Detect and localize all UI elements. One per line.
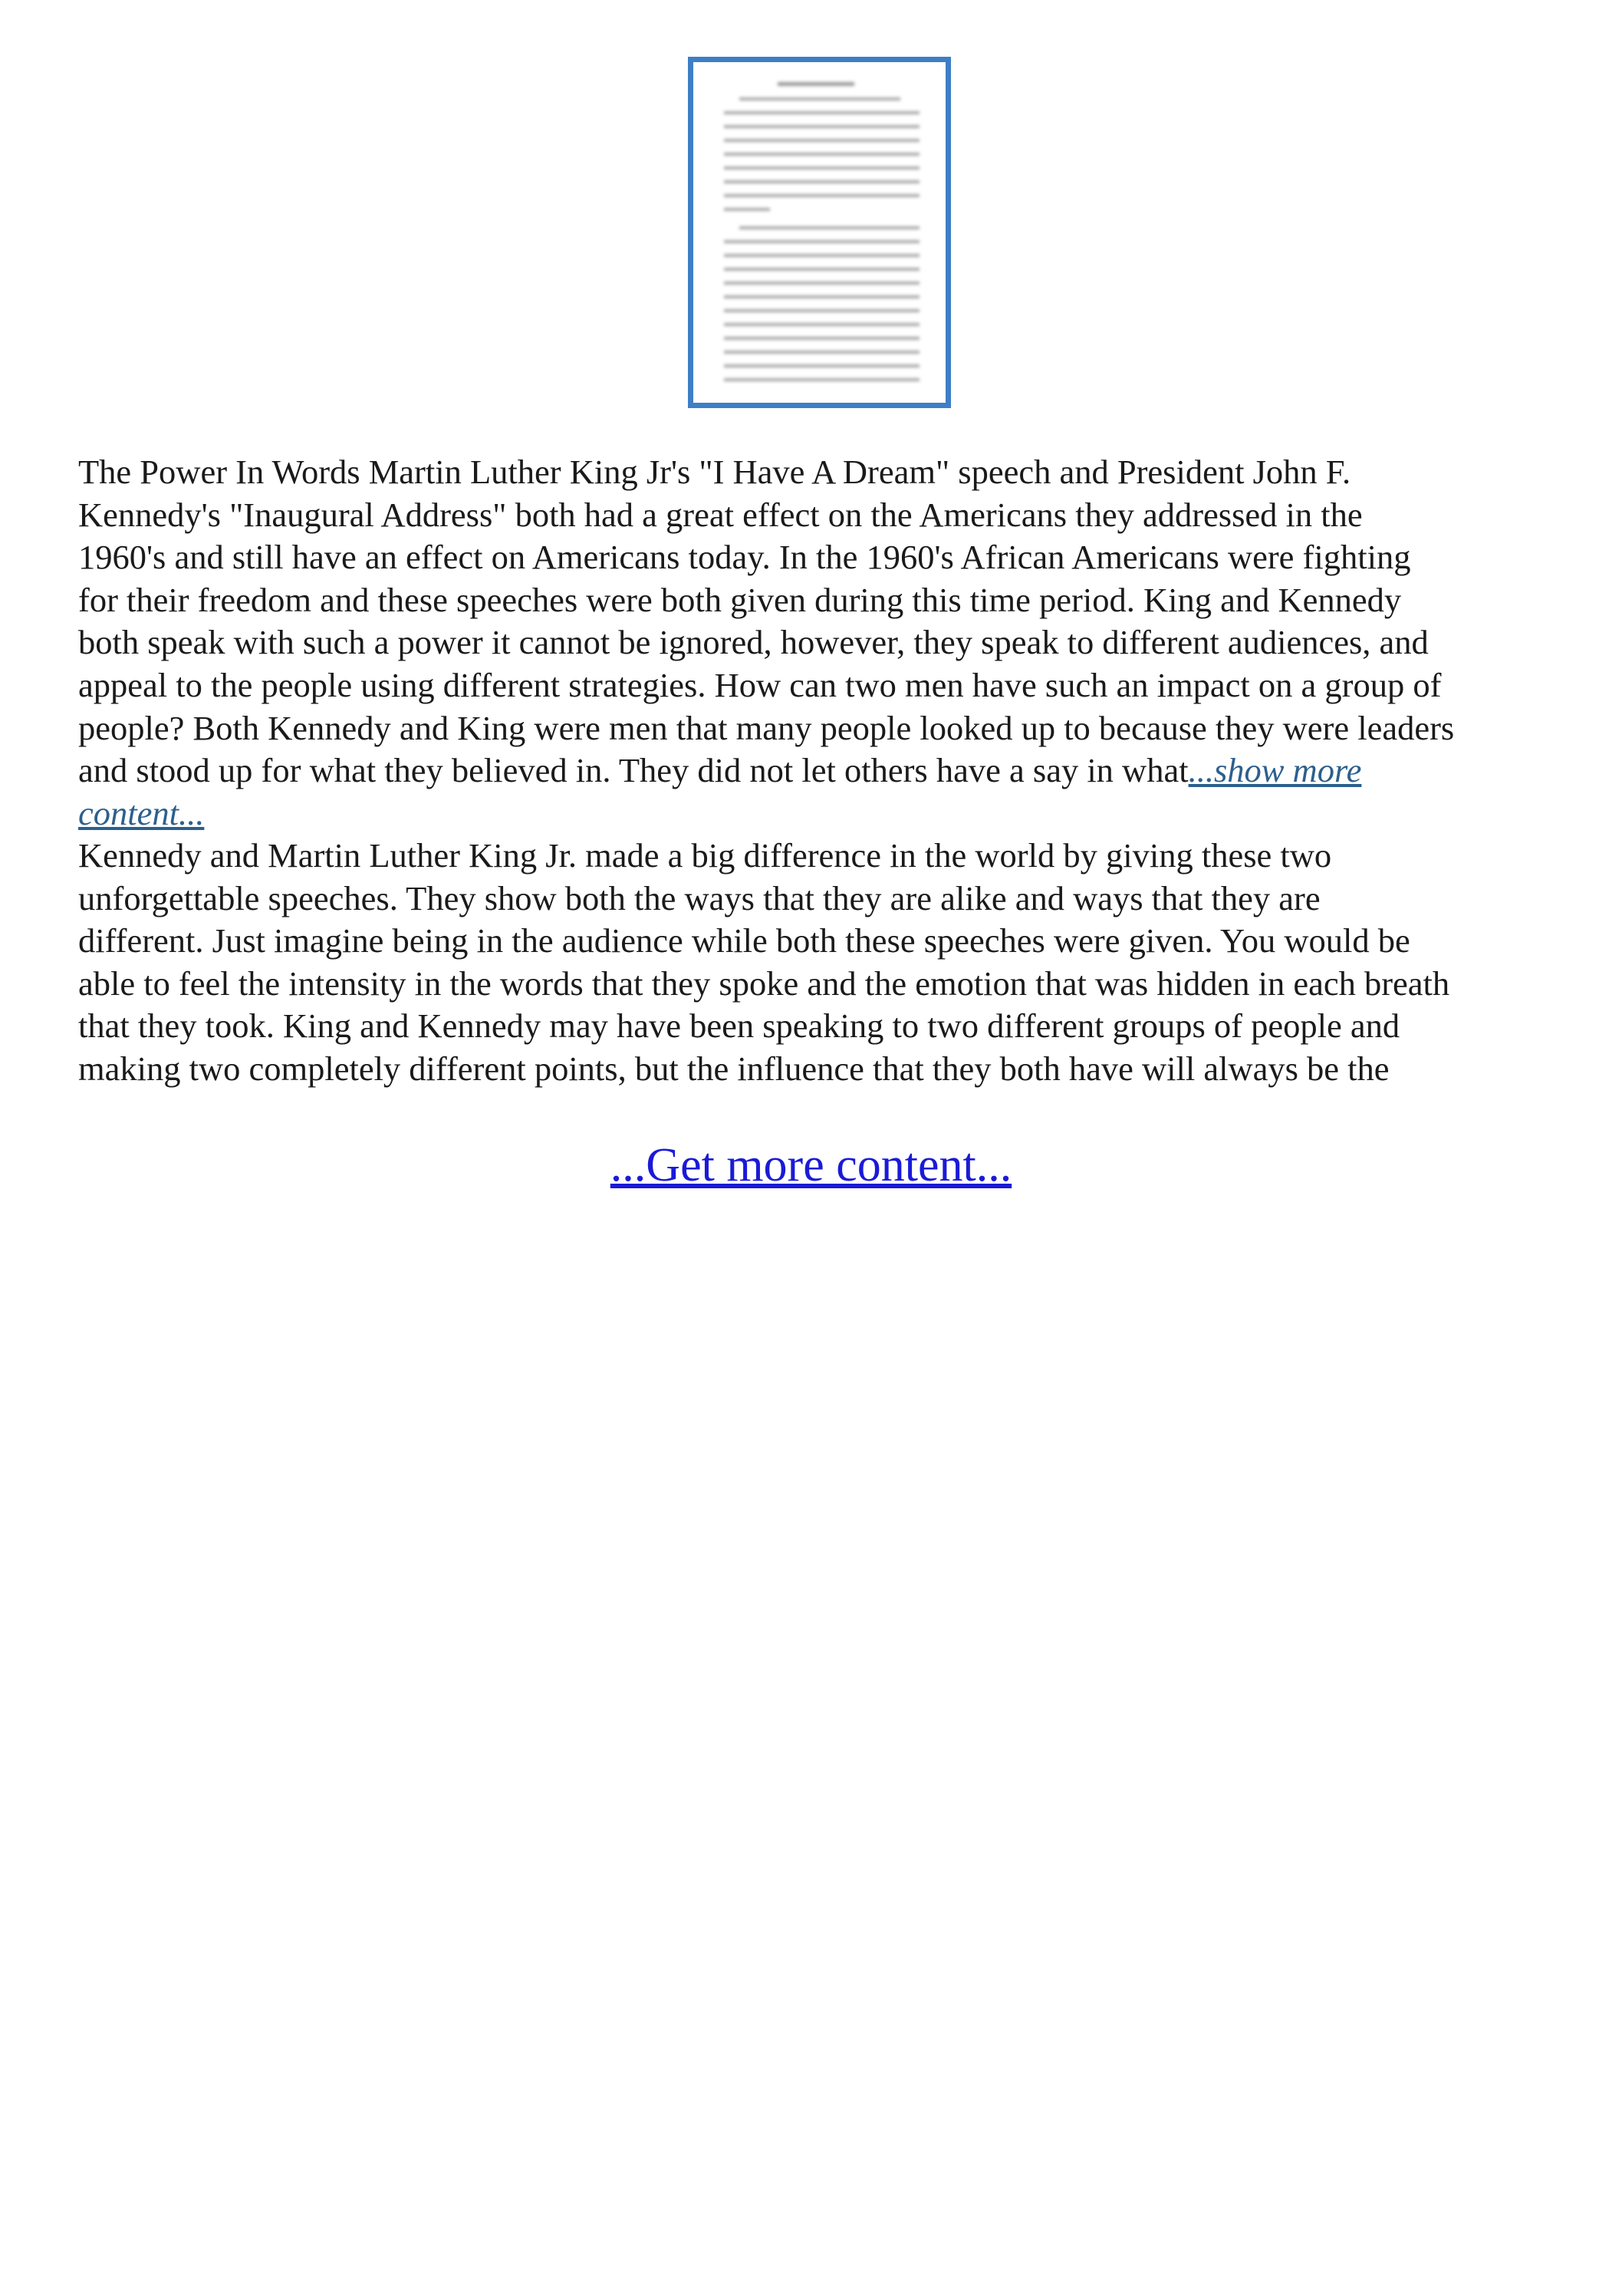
thumbnail-text-line [724,125,920,128]
show-more-link[interactable]: ...show more [1188,751,1362,790]
thumbnail-text-line [724,351,920,354]
thumbnail-text-line [724,153,920,156]
thumbnail-text-line [724,139,920,142]
show-more-continuation [78,792,1566,835]
excerpt-paragraph-1 [78,451,1566,835]
thumbnail-text-line [724,309,920,312]
paragraph-line: different. Just imagine being in the audience while both these speeches were given. You would be [78,921,1410,960]
thumbnail-text-line [724,364,920,367]
thumbnail-text-line [724,268,920,271]
get-more-content-link[interactable]: ...Get more content... [610,1139,1012,1191]
thumbnail-text-line [724,295,920,298]
paragraph-line: Kennedy and Martin Luther King Jr. made a big difference in the world by giving these two [78,836,1332,875]
paragraph-line-text: and stood up for what they believed in. They did not let others have a say in what [78,751,1189,790]
thumbnail-text-line [724,111,920,114]
paragraph-line: people? Both Kennedy and King were men that many people looked up to because they were leaders [78,708,1455,747]
paragraph-line: for their freedom and these speeches were both given during this time period. King and Kennedy [78,580,1402,619]
thumbnail-text-line [724,378,920,381]
thumbnail-text-line [724,208,770,211]
show-more-link-continued[interactable]: content... [78,793,205,832]
paragraph-line: able to feel the intensity in the words that they spoke and the emotion that was hidden in each breath [78,964,1450,1003]
paragraph-line: The Power In Words Martin Luther King Jr's "I Have A Dream" speech and President John F. [78,453,1351,491]
paragraph-line: appeal to the people using different strategies. How can two men have such an impact on a group of [78,665,1442,704]
document-thumbnail[interactable] [688,57,951,408]
paragraph-line-last [78,749,1566,792]
paragraph-line: that they took. King and Kennedy may have been speaking to two different groups of people and [78,1006,1400,1046]
excerpt-paragraph-2 [78,835,1566,1091]
thumbnail-text-line [724,194,920,197]
paragraph-line: making two completely different points, but the influence that they both have will always be the [78,1049,1390,1088]
paragraph-line: 1960's and still have an effect on Americans today. In the 1960's African Americans were fighting [78,538,1411,577]
thumbnail-page [693,62,946,403]
thumbnail-text-line [724,323,920,326]
thumbnail-text-line [724,166,920,170]
thumbnail-text-line [724,254,920,257]
thumbnail-text-line [724,282,920,285]
thumbnail-text-line [739,97,900,100]
paragraph-line: unforgettable speeches. They show both the ways that they are alike and ways that they are [78,878,1321,917]
thumbnail-text-line [724,180,920,183]
thumbnail-title-line [778,82,854,86]
paragraph-line: both speak with such a power it cannot be ignored, however, they speak to different audiences, and [78,623,1429,662]
thumbnail-text-line [724,240,920,243]
thumbnail-text-line [739,226,920,229]
thumbnail-text-line [724,337,920,340]
paragraph-line: Kennedy's "Inaugural Address" both had a great effect on the Americans they addressed in the [78,495,1363,534]
